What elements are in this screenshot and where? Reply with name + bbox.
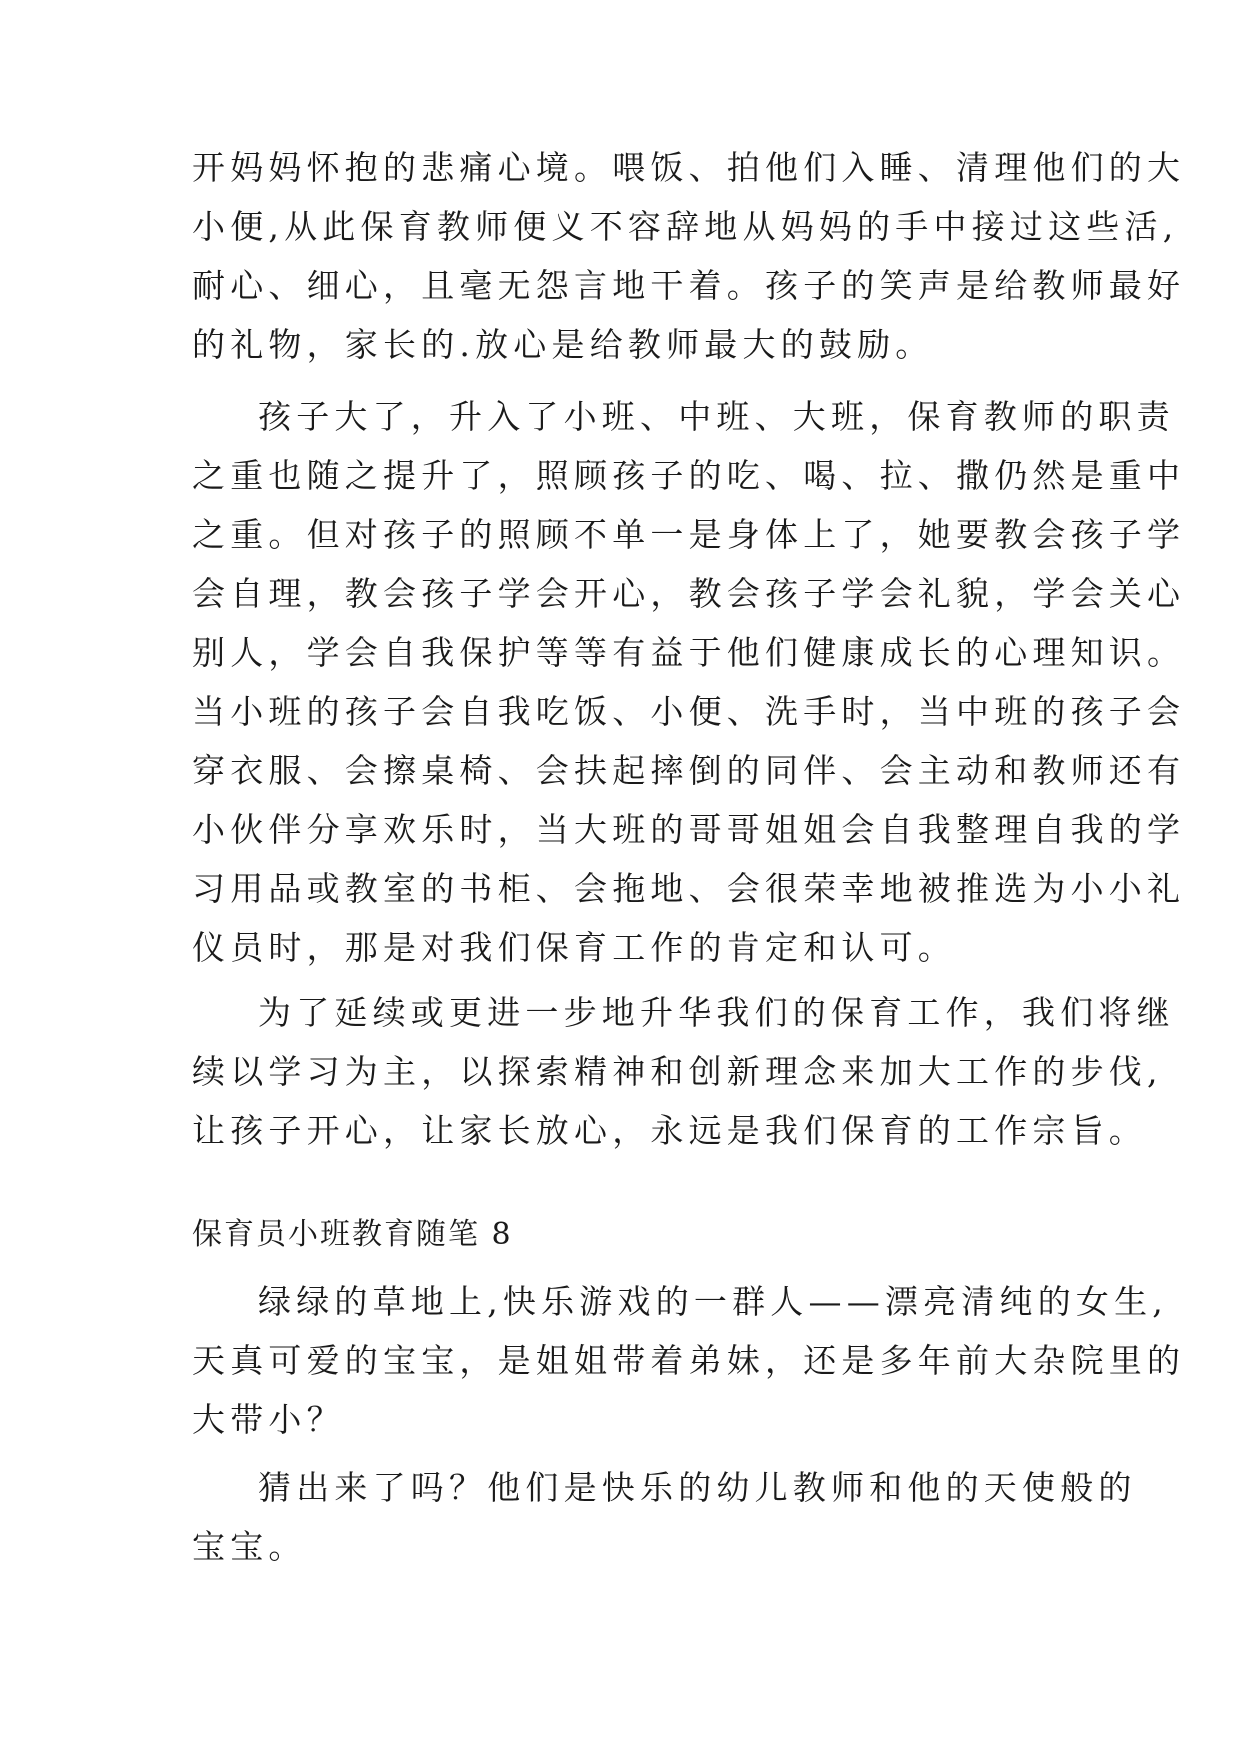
text-line: 续以学习为主，以探索精神和创新理念来加大工作的步伐, [192,1052,1163,1091]
text-line: 大带小？ [192,1400,345,1439]
text-line: 的礼物，家长的.放心是给教师最大的鼓励。 [192,325,934,364]
text-line: 宝宝。 [192,1527,307,1566]
section-title: 保育员小班教育随笔 8 [192,1217,513,1252]
text-line: 绿绿的草地上,快乐游戏的一群人——漂亮清纯的女生, [258,1282,1168,1321]
text-line: 让孩子开心，让家长放心，永远是我们保育的工作宗旨。 [192,1111,1147,1150]
text-line: 耐心、细心，且毫无怨言地干着。孩子的笑声是给教师最好 [192,266,1186,305]
text-line: 开妈妈怀抱的悲痛心境。喂饭、拍他们入睡、清理他们的大 [192,148,1186,187]
text-line: 仪员时，那是对我们保育工作的肯定和认可。 [192,928,956,967]
text-line: 之重。但对孩子的照顾不单一是身体上了，她要教会孩子学 [192,515,1186,554]
text-line: 为了延续或更进一步地升华我们的保育工作，我们将继 [258,993,1175,1032]
text-line: 当小班的孩子会自我吃饭、小便、洗手时，当中班的孩子会 [192,692,1186,731]
text-line: 猜出来了吗？他们是快乐的幼儿教师和他的天使般的 [258,1468,1137,1507]
text-line: 孩子大了，升入了小班、中班、大班，保育教师的职责 [258,397,1175,436]
text-line: 会自理，教会孩子学会开心，教会孩子学会礼貌，学会关心 [192,574,1186,613]
text-line: 习用品或教室的书柜、会拖地、会很荣幸地被推选为小小礼 [192,869,1186,908]
text-line: 别人，学会自我保护等等有益于他们健康成长的心理知识。 [192,633,1186,672]
text-line: 小伙伴分享欢乐时，当大班的哥哥姐姐会自我整理自我的学 [192,810,1186,849]
text-line: 天真可爱的宝宝，是姐姐带着弟妹，还是多年前大杂院里的 [192,1341,1186,1380]
text-line: 穿衣服、会擦桌椅、会扶起摔倒的同伴、会主动和教师还有 [192,751,1186,790]
text-line: 之重也随之提升了，照顾孩子的吃、喝、拉、撒仍然是重中 [192,456,1186,495]
text-line: 小便,从此保育教师便义不容辞地从妈妈的手中接过这些活, [192,207,1179,246]
